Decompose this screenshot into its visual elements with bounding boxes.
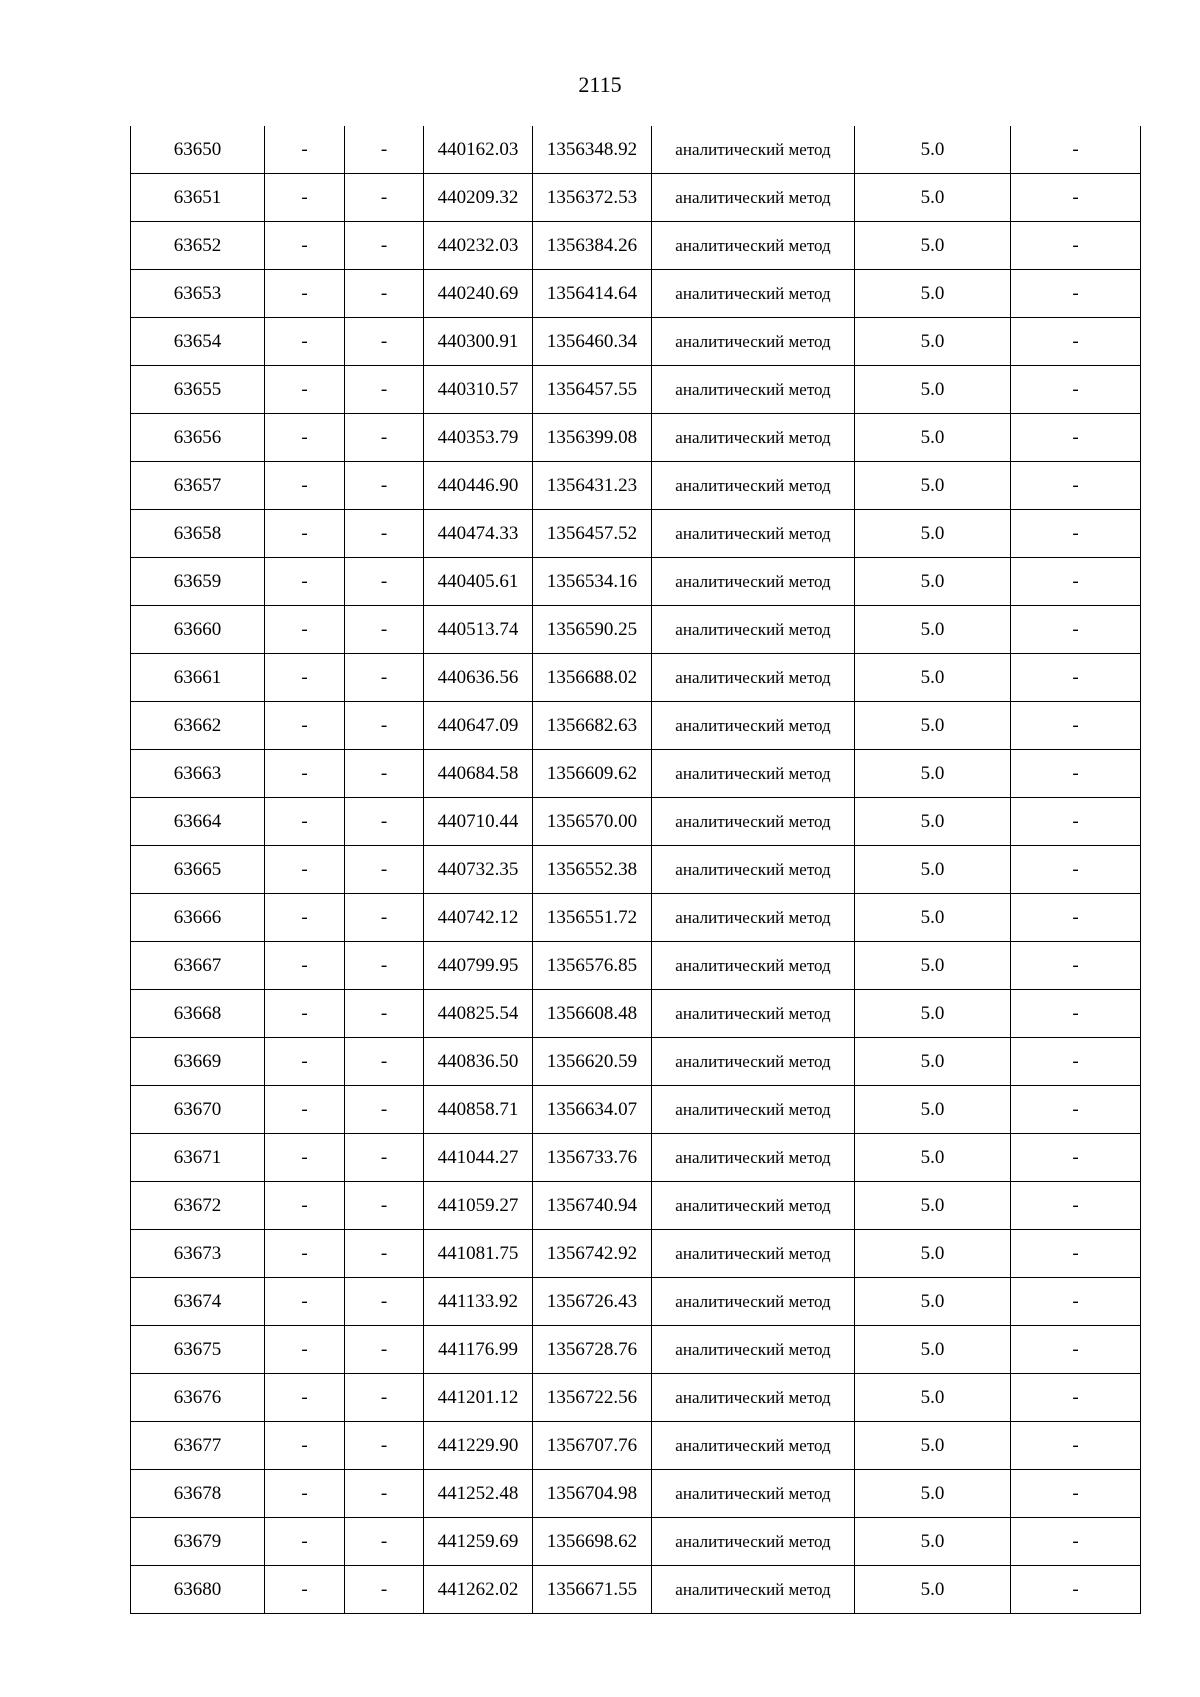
- empty-value-cell: -: [345, 606, 424, 654]
- empty-value-cell: -: [265, 1182, 345, 1230]
- method-cell: аналитический метод: [652, 1374, 855, 1422]
- empty-value-cell: -: [1011, 1422, 1141, 1470]
- coordinate-y-cell: 1356384.26: [533, 222, 652, 270]
- accuracy-cell: 5.0: [855, 318, 1011, 366]
- accuracy-cell: 5.0: [855, 846, 1011, 894]
- point-number-cell: 63679: [131, 1518, 265, 1566]
- empty-value-cell: -: [1011, 558, 1141, 606]
- point-number-cell: 63661: [131, 654, 265, 702]
- empty-value-cell: -: [345, 270, 424, 318]
- empty-value-cell: -: [265, 654, 345, 702]
- empty-value-cell: -: [345, 750, 424, 798]
- empty-value-cell: -: [345, 1326, 424, 1374]
- empty-value-cell: -: [265, 1230, 345, 1278]
- point-number-cell: 63658: [131, 510, 265, 558]
- point-number-cell: 63664: [131, 798, 265, 846]
- coordinate-x-cell: 441252.48: [424, 1470, 533, 1518]
- method-cell: аналитический метод: [652, 1230, 855, 1278]
- empty-value-cell: -: [1011, 1038, 1141, 1086]
- accuracy-cell: 5.0: [855, 1182, 1011, 1230]
- table-row: [131, 702, 1141, 750]
- table-row: [131, 894, 1141, 942]
- empty-value-cell: -: [1011, 846, 1141, 894]
- coordinate-y-cell: 1356534.16: [533, 558, 652, 606]
- method-cell: аналитический метод: [652, 558, 855, 606]
- empty-value-cell: -: [345, 366, 424, 414]
- coordinate-x-cell: 440710.44: [424, 798, 533, 846]
- coordinate-y-cell: 1356682.63: [533, 702, 652, 750]
- empty-value-cell: -: [345, 126, 424, 174]
- table-row: [131, 942, 1141, 990]
- coordinate-x-cell: 441044.27: [424, 1134, 533, 1182]
- empty-value-cell: -: [1011, 510, 1141, 558]
- coordinate-x-cell: 440232.03: [424, 222, 533, 270]
- coordinate-y-cell: 1356460.34: [533, 318, 652, 366]
- empty-value-cell: -: [265, 1086, 345, 1134]
- coordinate-y-cell: 1356372.53: [533, 174, 652, 222]
- method-cell: аналитический метод: [652, 222, 855, 270]
- point-number-cell: 63650: [131, 126, 265, 174]
- coordinate-x-cell: 441176.99: [424, 1326, 533, 1374]
- point-number-cell: 63677: [131, 1422, 265, 1470]
- empty-value-cell: -: [1011, 270, 1141, 318]
- accuracy-cell: 5.0: [855, 510, 1011, 558]
- coordinate-y-cell: 1356728.76: [533, 1326, 652, 1374]
- accuracy-cell: 5.0: [855, 174, 1011, 222]
- accuracy-cell: 5.0: [855, 414, 1011, 462]
- table-row: [131, 990, 1141, 1038]
- method-cell: аналитический метод: [652, 1518, 855, 1566]
- empty-value-cell: -: [345, 798, 424, 846]
- coordinate-x-cell: 440732.35: [424, 846, 533, 894]
- point-number-cell: 63673: [131, 1230, 265, 1278]
- coordinate-x-cell: 440684.58: [424, 750, 533, 798]
- empty-value-cell: -: [1011, 414, 1141, 462]
- empty-value-cell: -: [1011, 462, 1141, 510]
- point-number-cell: 63675: [131, 1326, 265, 1374]
- empty-value-cell: -: [1011, 702, 1141, 750]
- page-number: 2115: [578, 72, 622, 97]
- empty-value-cell: -: [265, 1134, 345, 1182]
- coordinate-y-cell: 1356688.02: [533, 654, 652, 702]
- accuracy-cell: 5.0: [855, 654, 1011, 702]
- coordinate-y-cell: 1356457.55: [533, 366, 652, 414]
- coordinate-x-cell: 440353.79: [424, 414, 533, 462]
- method-cell: аналитический метод: [652, 1566, 855, 1614]
- table-row: [131, 1182, 1141, 1230]
- coordinate-y-cell: 1356431.23: [533, 462, 652, 510]
- coordinates-table-body: [131, 126, 1141, 1614]
- empty-value-cell: -: [265, 1278, 345, 1326]
- coordinate-x-cell: 441229.90: [424, 1422, 533, 1470]
- empty-value-cell: -: [345, 990, 424, 1038]
- empty-value-cell: -: [1011, 1470, 1141, 1518]
- coordinate-y-cell: 1356698.62: [533, 1518, 652, 1566]
- point-number-cell: 63680: [131, 1566, 265, 1614]
- table-row: [131, 174, 1141, 222]
- accuracy-cell: 5.0: [855, 1470, 1011, 1518]
- empty-value-cell: -: [345, 510, 424, 558]
- empty-value-cell: -: [1011, 654, 1141, 702]
- point-number-cell: 63652: [131, 222, 265, 270]
- point-number-cell: 63653: [131, 270, 265, 318]
- empty-value-cell: -: [1011, 1182, 1141, 1230]
- coordinates-table: [130, 126, 1141, 1614]
- empty-value-cell: -: [265, 942, 345, 990]
- empty-value-cell: -: [345, 1470, 424, 1518]
- coordinate-y-cell: 1356551.72: [533, 894, 652, 942]
- table-row: [131, 318, 1141, 366]
- point-number-cell: 63651: [131, 174, 265, 222]
- coordinate-x-cell: 440799.95: [424, 942, 533, 990]
- empty-value-cell: -: [1011, 1566, 1141, 1614]
- point-number-cell: 63663: [131, 750, 265, 798]
- empty-value-cell: -: [345, 558, 424, 606]
- empty-value-cell: -: [345, 1518, 424, 1566]
- empty-value-cell: -: [1011, 750, 1141, 798]
- method-cell: аналитический метод: [652, 750, 855, 798]
- coordinate-y-cell: 1356671.55: [533, 1566, 652, 1614]
- empty-value-cell: -: [265, 1470, 345, 1518]
- empty-value-cell: -: [1011, 126, 1141, 174]
- coordinate-x-cell: 440836.50: [424, 1038, 533, 1086]
- empty-value-cell: -: [265, 750, 345, 798]
- empty-value-cell: -: [265, 1326, 345, 1374]
- method-cell: аналитический метод: [652, 126, 855, 174]
- empty-value-cell: -: [345, 654, 424, 702]
- empty-value-cell: -: [345, 462, 424, 510]
- method-cell: аналитический метод: [652, 990, 855, 1038]
- empty-value-cell: -: [265, 1566, 345, 1614]
- empty-value-cell: -: [1011, 1374, 1141, 1422]
- empty-value-cell: -: [265, 174, 345, 222]
- table-row: [131, 558, 1141, 606]
- empty-value-cell: -: [265, 1518, 345, 1566]
- point-number-cell: 63659: [131, 558, 265, 606]
- method-cell: аналитический метод: [652, 1278, 855, 1326]
- coordinate-y-cell: 1356726.43: [533, 1278, 652, 1326]
- empty-value-cell: -: [1011, 318, 1141, 366]
- empty-value-cell: -: [265, 318, 345, 366]
- point-number-cell: 63662: [131, 702, 265, 750]
- coordinate-x-cell: 441059.27: [424, 1182, 533, 1230]
- coordinate-x-cell: 440446.90: [424, 462, 533, 510]
- method-cell: аналитический метод: [652, 174, 855, 222]
- coordinate-x-cell: 440300.91: [424, 318, 533, 366]
- empty-value-cell: -: [345, 318, 424, 366]
- coordinate-x-cell: 441262.02: [424, 1566, 533, 1614]
- coordinate-y-cell: 1356733.76: [533, 1134, 652, 1182]
- table-row: [131, 654, 1141, 702]
- method-cell: аналитический метод: [652, 1326, 855, 1374]
- coordinate-y-cell: 1356707.76: [533, 1422, 652, 1470]
- coordinate-x-cell: 440636.56: [424, 654, 533, 702]
- method-cell: аналитический метод: [652, 894, 855, 942]
- point-number-cell: 63671: [131, 1134, 265, 1182]
- accuracy-cell: 5.0: [855, 894, 1011, 942]
- empty-value-cell: -: [1011, 1278, 1141, 1326]
- empty-value-cell: -: [1011, 174, 1141, 222]
- coordinate-x-cell: 441259.69: [424, 1518, 533, 1566]
- empty-value-cell: -: [345, 414, 424, 462]
- coordinate-x-cell: 441201.12: [424, 1374, 533, 1422]
- coordinate-y-cell: 1356742.92: [533, 1230, 652, 1278]
- method-cell: аналитический метод: [652, 606, 855, 654]
- empty-value-cell: -: [1011, 1518, 1141, 1566]
- table-row: [131, 798, 1141, 846]
- accuracy-cell: 5.0: [855, 606, 1011, 654]
- method-cell: аналитический метод: [652, 1470, 855, 1518]
- empty-value-cell: -: [265, 222, 345, 270]
- empty-value-cell: -: [265, 798, 345, 846]
- coordinate-y-cell: 1356414.64: [533, 270, 652, 318]
- point-number-cell: 63667: [131, 942, 265, 990]
- table-row: [131, 1566, 1141, 1614]
- table-row: [131, 750, 1141, 798]
- coordinate-y-cell: 1356740.94: [533, 1182, 652, 1230]
- empty-value-cell: -: [345, 1134, 424, 1182]
- table-row: [131, 1326, 1141, 1374]
- method-cell: аналитический метод: [652, 318, 855, 366]
- empty-value-cell: -: [265, 510, 345, 558]
- method-cell: аналитический метод: [652, 702, 855, 750]
- empty-value-cell: -: [345, 1566, 424, 1614]
- point-number-cell: 63672: [131, 1182, 265, 1230]
- accuracy-cell: 5.0: [855, 270, 1011, 318]
- empty-value-cell: -: [265, 1422, 345, 1470]
- point-number-cell: 63656: [131, 414, 265, 462]
- accuracy-cell: 5.0: [855, 222, 1011, 270]
- coordinate-y-cell: 1356590.25: [533, 606, 652, 654]
- empty-value-cell: -: [265, 462, 345, 510]
- point-number-cell: 63676: [131, 1374, 265, 1422]
- empty-value-cell: -: [265, 270, 345, 318]
- accuracy-cell: 5.0: [855, 750, 1011, 798]
- point-number-cell: 63657: [131, 462, 265, 510]
- coordinate-x-cell: 440162.03: [424, 126, 533, 174]
- empty-value-cell: -: [1011, 1086, 1141, 1134]
- table-row: [131, 1374, 1141, 1422]
- accuracy-cell: 5.0: [855, 798, 1011, 846]
- coordinate-y-cell: 1356608.48: [533, 990, 652, 1038]
- accuracy-cell: 5.0: [855, 558, 1011, 606]
- table-row: [131, 366, 1141, 414]
- table-row: [131, 1422, 1141, 1470]
- table-row: [131, 1278, 1141, 1326]
- empty-value-cell: -: [265, 414, 345, 462]
- coordinate-y-cell: 1356576.85: [533, 942, 652, 990]
- coordinate-y-cell: 1356722.56: [533, 1374, 652, 1422]
- coordinate-x-cell: 440825.54: [424, 990, 533, 1038]
- method-cell: аналитический метод: [652, 942, 855, 990]
- empty-value-cell: -: [1011, 894, 1141, 942]
- method-cell: аналитический метод: [652, 414, 855, 462]
- coordinate-x-cell: 440474.33: [424, 510, 533, 558]
- table-row: [131, 510, 1141, 558]
- table-row: [131, 1086, 1141, 1134]
- empty-value-cell: -: [345, 1038, 424, 1086]
- accuracy-cell: 5.0: [855, 1278, 1011, 1326]
- method-cell: аналитический метод: [652, 1134, 855, 1182]
- method-cell: аналитический метод: [652, 462, 855, 510]
- point-number-cell: 63665: [131, 846, 265, 894]
- accuracy-cell: 5.0: [855, 1374, 1011, 1422]
- coordinate-x-cell: 441081.75: [424, 1230, 533, 1278]
- table-row: [131, 222, 1141, 270]
- accuracy-cell: 5.0: [855, 1134, 1011, 1182]
- method-cell: аналитический метод: [652, 366, 855, 414]
- table-row: [131, 846, 1141, 894]
- empty-value-cell: -: [1011, 366, 1141, 414]
- empty-value-cell: -: [345, 1182, 424, 1230]
- method-cell: аналитический метод: [652, 270, 855, 318]
- accuracy-cell: 5.0: [855, 1518, 1011, 1566]
- accuracy-cell: 5.0: [855, 942, 1011, 990]
- table-row: [131, 606, 1141, 654]
- accuracy-cell: 5.0: [855, 990, 1011, 1038]
- method-cell: аналитический метод: [652, 654, 855, 702]
- table-row: [131, 1134, 1141, 1182]
- empty-value-cell: -: [1011, 222, 1141, 270]
- accuracy-cell: 5.0: [855, 1230, 1011, 1278]
- empty-value-cell: -: [265, 1038, 345, 1086]
- empty-value-cell: -: [1011, 606, 1141, 654]
- accuracy-cell: 5.0: [855, 1422, 1011, 1470]
- empty-value-cell: -: [345, 222, 424, 270]
- empty-value-cell: -: [1011, 1134, 1141, 1182]
- empty-value-cell: -: [265, 126, 345, 174]
- table-row: [131, 462, 1141, 510]
- empty-value-cell: -: [265, 894, 345, 942]
- accuracy-cell: 5.0: [855, 1566, 1011, 1614]
- accuracy-cell: 5.0: [855, 1326, 1011, 1374]
- method-cell: аналитический метод: [652, 1038, 855, 1086]
- coordinate-x-cell: 440209.32: [424, 174, 533, 222]
- empty-value-cell: -: [265, 558, 345, 606]
- table-row: [131, 1230, 1141, 1278]
- empty-value-cell: -: [1011, 1326, 1141, 1374]
- method-cell: аналитический метод: [652, 510, 855, 558]
- empty-value-cell: -: [265, 990, 345, 1038]
- empty-value-cell: -: [345, 1374, 424, 1422]
- table-row: [131, 126, 1141, 174]
- table-row: [131, 414, 1141, 462]
- empty-value-cell: -: [345, 1230, 424, 1278]
- point-number-cell: 63678: [131, 1470, 265, 1518]
- method-cell: аналитический метод: [652, 1086, 855, 1134]
- empty-value-cell: -: [345, 1278, 424, 1326]
- accuracy-cell: 5.0: [855, 1038, 1011, 1086]
- table-row: [131, 1038, 1141, 1086]
- table-row: [131, 1470, 1141, 1518]
- empty-value-cell: -: [265, 366, 345, 414]
- empty-value-cell: -: [345, 174, 424, 222]
- accuracy-cell: 5.0: [855, 462, 1011, 510]
- coordinate-x-cell: 440405.61: [424, 558, 533, 606]
- method-cell: аналитический метод: [652, 1422, 855, 1470]
- coordinate-y-cell: 1356620.59: [533, 1038, 652, 1086]
- point-number-cell: 63669: [131, 1038, 265, 1086]
- accuracy-cell: 5.0: [855, 366, 1011, 414]
- coordinate-x-cell: 440240.69: [424, 270, 533, 318]
- coordinate-x-cell: 441133.92: [424, 1278, 533, 1326]
- table-row: [131, 1518, 1141, 1566]
- empty-value-cell: -: [345, 942, 424, 990]
- empty-value-cell: -: [345, 702, 424, 750]
- point-number-cell: 63668: [131, 990, 265, 1038]
- empty-value-cell: -: [265, 1374, 345, 1422]
- coordinate-y-cell: 1356399.08: [533, 414, 652, 462]
- accuracy-cell: 5.0: [855, 126, 1011, 174]
- point-number-cell: 63655: [131, 366, 265, 414]
- empty-value-cell: -: [1011, 990, 1141, 1038]
- coordinate-y-cell: 1356570.00: [533, 798, 652, 846]
- point-number-cell: 63674: [131, 1278, 265, 1326]
- point-number-cell: 63670: [131, 1086, 265, 1134]
- empty-value-cell: -: [1011, 942, 1141, 990]
- empty-value-cell: -: [265, 702, 345, 750]
- coordinate-y-cell: 1356457.52: [533, 510, 652, 558]
- coordinate-y-cell: 1356704.98: [533, 1470, 652, 1518]
- point-number-cell: 63660: [131, 606, 265, 654]
- point-number-cell: 63654: [131, 318, 265, 366]
- coordinate-y-cell: 1356634.07: [533, 1086, 652, 1134]
- point-number-cell: 63666: [131, 894, 265, 942]
- coordinate-y-cell: 1356348.92: [533, 126, 652, 174]
- empty-value-cell: -: [1011, 798, 1141, 846]
- empty-value-cell: -: [345, 894, 424, 942]
- empty-value-cell: -: [265, 846, 345, 894]
- method-cell: аналитический метод: [652, 846, 855, 894]
- accuracy-cell: 5.0: [855, 1086, 1011, 1134]
- coordinate-x-cell: 440647.09: [424, 702, 533, 750]
- coordinate-x-cell: 440513.74: [424, 606, 533, 654]
- coordinate-x-cell: 440310.57: [424, 366, 533, 414]
- coordinate-y-cell: 1356609.62: [533, 750, 652, 798]
- coordinate-x-cell: 440858.71: [424, 1086, 533, 1134]
- accuracy-cell: 5.0: [855, 702, 1011, 750]
- table-row: [131, 270, 1141, 318]
- empty-value-cell: -: [1011, 1230, 1141, 1278]
- empty-value-cell: -: [345, 846, 424, 894]
- coordinate-x-cell: 440742.12: [424, 894, 533, 942]
- empty-value-cell: -: [345, 1086, 424, 1134]
- empty-value-cell: -: [345, 1422, 424, 1470]
- method-cell: аналитический метод: [652, 1182, 855, 1230]
- empty-value-cell: -: [265, 606, 345, 654]
- method-cell: аналитический метод: [652, 798, 855, 846]
- coordinate-y-cell: 1356552.38: [533, 846, 652, 894]
